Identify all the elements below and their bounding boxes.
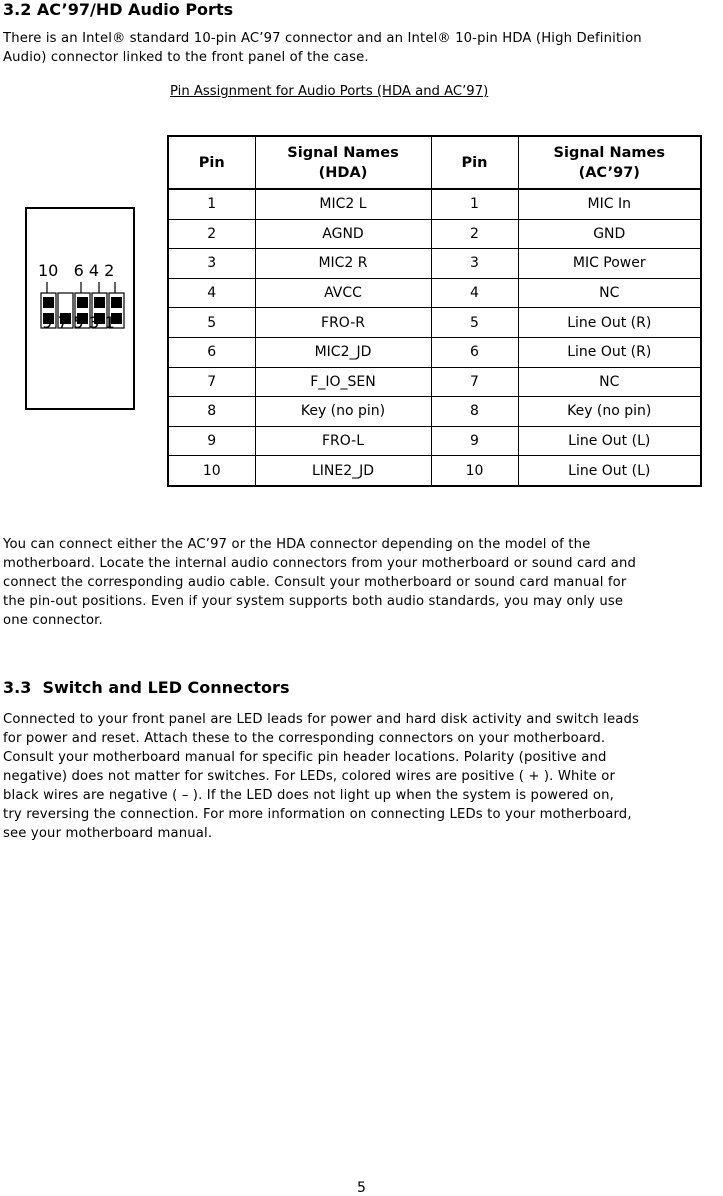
body-line: Connected to your front panel are LED leads for power and hard disk activity and switch leads [3,712,640,727]
cell-signal-ac97: NC [518,367,701,397]
pin-6 [77,297,88,308]
page-number: 5 [357,1180,366,1196]
cell-pin-hda: 6 [168,337,255,367]
pin-10 [43,297,54,308]
cell-signal-hda: AVCC [255,278,431,308]
led-body-paragraph [3,710,639,843]
section-3-3-title: 3.3 Switch and LED Connectors [3,678,290,697]
body-line: see your motherboard manual. [3,826,213,841]
intro-paragraph [3,29,642,67]
table-row [168,367,701,397]
cell-pin-ac97: 3 [431,249,518,279]
table-row [168,397,701,427]
table-caption: Pin Assignment for Audio Ports (HDA and AC’97) [170,84,489,99]
body-line: the pin-out positions. Even if your system supports both audio standards, you may only use [3,594,624,609]
table-row [168,278,701,308]
cell-signal-hda: FRO-R [255,308,431,338]
connector-top-labels: 10 6 4 2 [38,261,115,280]
cell-pin-ac97: 4 [431,278,518,308]
cell-pin-ac97: 6 [431,337,518,367]
cell-pin-hda: 3 [168,249,255,279]
header-signal-hda-line1: Signal Names [287,144,399,161]
cell-pin-hda: 2 [168,219,255,249]
cell-pin-ac97: 8 [431,397,518,427]
cell-signal-hda: AGND [255,219,431,249]
pin-2 [111,297,122,308]
cell-signal-ac97: Line Out (L) [518,426,701,456]
table-row [168,456,701,486]
cell-pin-hda: 10 [168,456,255,486]
cell-signal-hda: LINE2_JD [255,456,431,486]
cell-signal-ac97: MIC In [518,189,701,219]
connector-bottom-label-text: 9 7 5 3 1 [42,313,116,332]
cell-signal-ac97: NC [518,278,701,308]
header-pin-hda: Pin [168,136,255,189]
cell-pin-hda: 8 [168,397,255,427]
pin-4 [94,297,105,308]
body-line: black wires are negative ( – ). If the LED does not light up when the system is powered on, [3,788,614,803]
header-pin-ac97: Pin [431,136,518,189]
table-row [168,189,701,219]
cell-pin-hda: 4 [168,278,255,308]
cell-pin-ac97: 9 [431,426,518,456]
cell-pin-ac97: 2 [431,219,518,249]
cell-signal-ac97: Line Out (R) [518,308,701,338]
cell-pin-hda: 9 [168,426,255,456]
table-row [168,219,701,249]
section-3-2-title: 3.2 AC’97/HD Audio Ports [3,0,234,19]
cell-signal-hda: FRO-L [255,426,431,456]
cell-pin-ac97: 10 [431,456,518,486]
cell-pin-hda: 5 [168,308,255,338]
header-signal-hda [255,136,431,189]
table-row [168,426,701,456]
intro-line: There is an Intel® standard 10-pin AC’97 connector and an Intel® 10-pin HDA (High Definition [3,31,642,46]
cell-signal-ac97: Key (no pin) [518,397,701,427]
body-line: motherboard. Locate the internal audio connectors from your motherboard or sound card and [3,556,637,571]
audio-header-pinout [27,209,133,408]
cell-pin-ac97: 7 [431,367,518,397]
intro-line: Audio) connector linked to the front panel of the case. [3,50,369,65]
body-line: for power and reset. Attach these to the corresponding connectors on your motherboard. [3,731,606,746]
cell-signal-ac97: MIC Power [518,249,701,279]
cell-signal-hda: MIC2_JD [255,337,431,367]
cell-signal-hda: Key (no pin) [255,397,431,427]
cell-signal-hda: MIC2 L [255,189,431,219]
cell-pin-hda: 1 [168,189,255,219]
cell-signal-hda: F_IO_SEN [255,367,431,397]
header-signal-ac97-line2: (AC’97) [578,164,640,181]
body-line: negative) does not matter for switches. For LEDs, colored wires are positive ( + ). White or [3,769,616,784]
cell-pin-hda: 7 [168,367,255,397]
table-row [168,337,701,367]
cell-pin-ac97: 5 [431,308,518,338]
audio-body-paragraph [3,535,636,630]
header-signal-hda-line2: (HDA) [318,164,368,181]
table-row [168,249,701,279]
header-signal-ac97 [518,136,701,189]
body-line: try reversing the connection. For more information on connecting LEDs to your motherboard, [3,807,632,822]
cell-signal-hda: MIC2 R [255,249,431,279]
body-line: Consult your motherboard manual for specific pin header locations. Polarity (positive and [3,750,607,765]
header-signal-ac97-line1: Signal Names [553,144,665,161]
cell-signal-ac97: Line Out (L) [518,456,701,486]
body-line: one connector. [3,613,103,628]
cell-signal-ac97: GND [518,219,701,249]
pin-assignment-table [167,135,702,487]
body-line: You can connect either the AC’97 or the HDA connector depending on the model of the [3,537,591,552]
cell-signal-ac97: Line Out (R) [518,337,701,367]
connector-diagram [25,207,135,410]
cell-pin-ac97: 1 [431,189,518,219]
table-row [168,308,701,338]
body-line: connect the corresponding audio cable. Consult your motherboard or sound card manual for [3,575,627,590]
table-header-row [168,136,701,189]
